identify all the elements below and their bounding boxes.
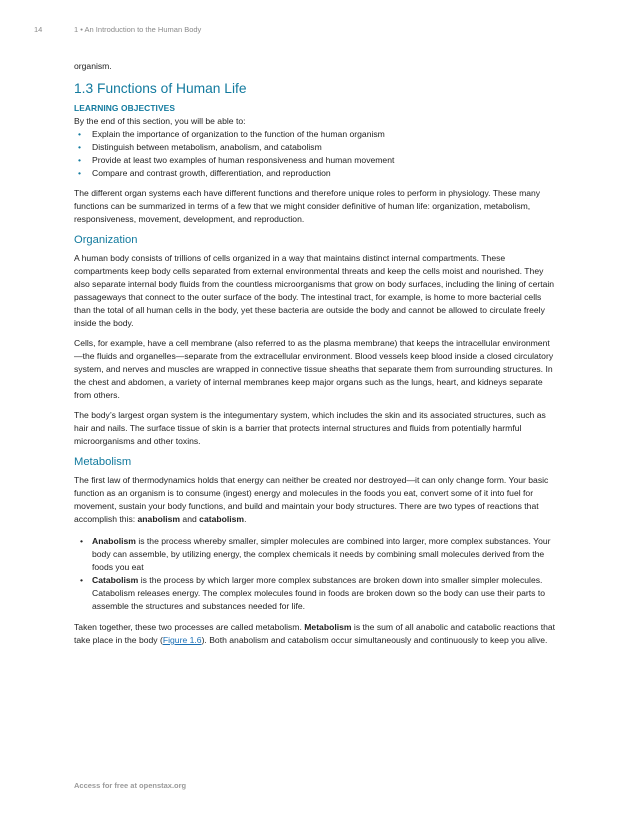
definition-term: Anabolism — [92, 536, 136, 546]
metabolism-paragraph-text: The first law of thermodynamics holds that energy can neither be created nor destroyed—it can only change form. Your basic function as an organism is to consume (ingest) energy and molecules in the foods you eat, convert some of it into fuel for movement, sustain your body functions, and build and maintain your body structures. There are two types of reactions that accomplish this: — [74, 475, 549, 524]
summary-text-end: ). Both anabolism and catabolism occur simultaneously and continuously to keep you alive. — [201, 635, 548, 645]
page-footer: Access for free at openstax.org — [74, 781, 187, 790]
objective-item: • Compare and contrast growth, differentiation, and reproduction — [74, 167, 558, 180]
section-intro-paragraph: The different organ systems each have different functions and therefore unique roles to perform in physiology. These many functions can be summarized in terms of a few that we might consider definitive of human life: organization, metabolism, responsiveness, movement, development, and reproduction. — [74, 188, 541, 224]
metabolism-paragraph — [74, 474, 558, 526]
definition-text: is the process by which larger more complex substances are broken down into smaller simpler molecules. Catabolism releases energy. The complex molecules found in foods are broken down so the body can use their parts to assemble the structures and substances needed for life. — [92, 575, 546, 611]
continued-text: organism. — [74, 61, 112, 71]
learning-objectives-heading: LEARNING OBJECTIVES — [74, 103, 176, 113]
definitions-list — [74, 535, 558, 613]
objective-item: • Distinguish between metabolism, anabolism, and catabolism — [74, 141, 558, 154]
definition-item — [74, 535, 558, 574]
page-number: 14 — [34, 25, 43, 34]
objective-item: • Explain the importance of organization to the function of the human organism — [74, 128, 558, 141]
definition-term: Catabolism — [92, 575, 139, 585]
objectives-list — [74, 128, 558, 180]
organization-paragraph: Cells, for example, have a cell membrane (also referred to as the plasma membrane) that keeps the intracellular environment—the fluids and organelles—separate from the extracellular environment. Blood vessels keep blood inside a closed circulatory system, and nerves and muscles are wrapped in connective tissue sheaths that separate them from surrounding structures. In the chest and abdomen, a variety of internal membranes keep major organs such as the lungs, heart, and kidneys separate from others. — [74, 338, 554, 400]
page-content — [74, 60, 558, 654]
running-title: 1 • An Introduction to the Human Body — [74, 25, 202, 34]
running-header — [34, 25, 201, 34]
term-catabolism: catabolism — [199, 514, 245, 524]
summary-text-mid: is the sum of all anabolic and catabolic reactions that take place in the body ( — [74, 622, 556, 645]
definition-text: is the process whereby smaller, simpler molecules are combined into larger, more complex substances. Your body can assemble, by utilizing energy, the complex chemicals it needs by combining small molecules derived from the foods you eat — [92, 536, 551, 572]
definition-item — [74, 574, 558, 613]
conjunction: and — [180, 514, 200, 524]
objective-item: • Provide at least two examples of human responsiveness and human movement — [74, 154, 558, 167]
section-title: 1.3 Functions of Human Life — [74, 81, 247, 96]
term-metabolism: Metabolism — [304, 622, 352, 632]
learning-objectives — [74, 102, 558, 180]
learning-objectives-lead: By the end of this section, you will be able to: — [74, 116, 246, 126]
sentence-end: . — [244, 514, 247, 524]
organization-paragraph: The body’s largest organ system is the integumentary system, which includes the skin and its associated structures, such as hair and nails. The surface tissue of skin is a barrier that protects internal structures and fluids from potentially harmful microorganisms and other toxins. — [74, 410, 546, 446]
metabolism-heading: Metabolism — [74, 456, 132, 468]
figure-link[interactable]: Figure 1.6 — [162, 635, 202, 645]
organization-heading: Organization — [74, 234, 138, 246]
term-anabolism: anabolism — [137, 514, 181, 524]
summary-text-start: Taken together, these two processes are called metabolism. — [74, 622, 305, 632]
metabolism-summary-paragraph — [74, 621, 558, 647]
organization-paragraph: A human body consists of trillions of cells organized in a way that maintains distinct internal compartments. These compartments keep body cells separated from external environmental threats and keep the cells moist and nourished. They also separate internal body fluids from the countless microorganisms that grow on body surfaces, including the lining of certain passageways that connect to the outer surface of the body. The intestinal tract, for example, is home to more bacterial cells than the total of all human cells in the body, yet these bacteria are outside the body and cannot be allowed to circulate freely inside the body. — [74, 253, 555, 328]
